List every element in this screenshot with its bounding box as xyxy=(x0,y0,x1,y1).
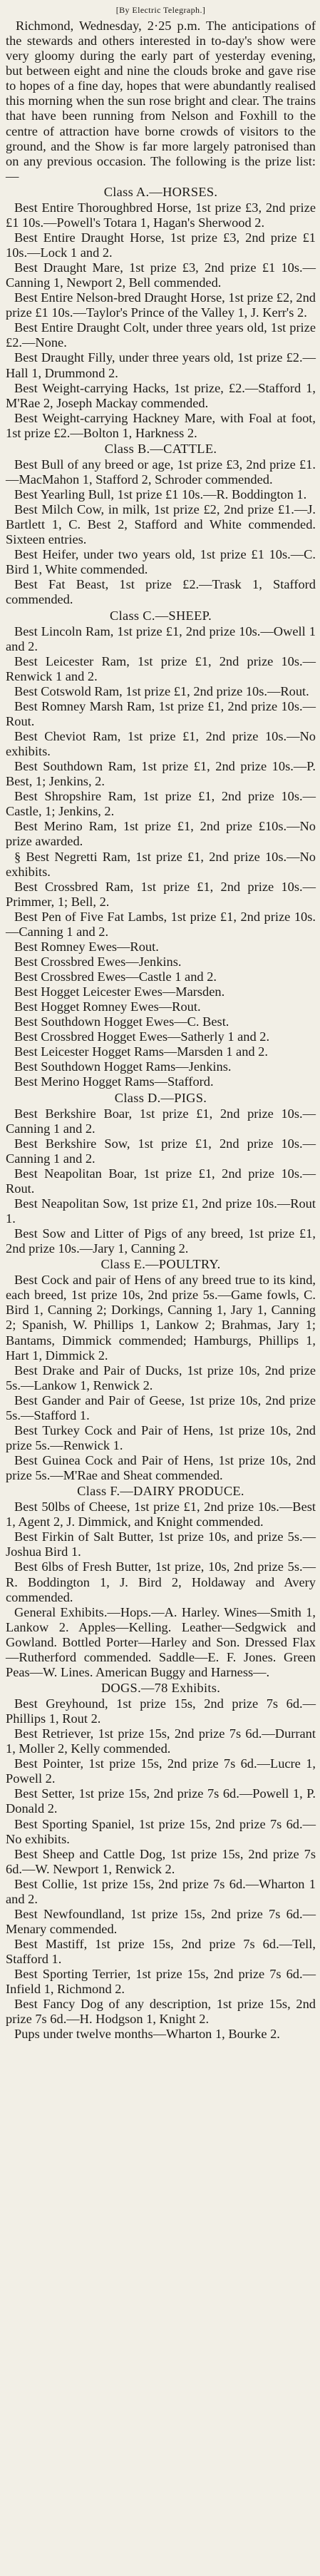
prize-entry: Best Mastiff, 1st prize 15s, 2nd prize 7s 6d.—Tell, Stafford 1. xyxy=(6,1937,316,1967)
prize-entry: Best Crossbred Ewes—Castle 1 and 2. xyxy=(14,969,217,984)
prize-entry: General Exhibits.—Hops.—A. Harley. Wines—Smith 1, Lankow 2. Apples—Kelling. Leather—Sedgwick and Gowland. Bottled Porter—Harley and Son. Dressed Flax—Rutherford commended. Saddle—E. F. Jones. Green Peas—W. Lines. American Buggy and Harness—. xyxy=(6,1604,316,1679)
section-heading: Class F.—DAIRY PRODUCE. xyxy=(77,1484,244,1499)
prize-entry: Best Romney Ewes—Rout. xyxy=(14,939,159,954)
prize-section xyxy=(6,185,316,441)
prize-entry: Best Drake and Pair of Ducks, 1st prize 10s, 2nd prize 5s.—Lankow 1, Renwick 2. xyxy=(6,1363,316,1393)
prize-entry: Best Hogget Leicester Ewes—Marsden. xyxy=(14,984,225,999)
prize-entry: Best Entire Draught Horse, 1st prize £3, 2nd prize £1 10s.—Lock 1 and 2. xyxy=(6,230,316,260)
prize-entry: Best Leicester Ram, 1st prize £1, 2nd prize 10s.—Renwick 1 and 2. xyxy=(6,653,316,683)
prize-entry: Best 50lbs of Cheese, 1st prize £1, 2nd prize 10s.—Best 1, Agent 2, J. Dimmick, and Knight commended. xyxy=(6,1500,316,1529)
prize-entry: Best Neapolitan Boar, 1st prize £1, 2nd prize 10s.—Rout. xyxy=(6,1166,316,1196)
prize-entry: Best Draught Mare, 1st prize £3, 2nd prize £1 10s.—Canning 1, Newport 2, Bell commended. xyxy=(6,260,316,290)
prize-entry: Best Retriever, 1st prize 15s, 2nd prize 7s 6d.—Durrant 1, Moller 2, Kelly commended. xyxy=(6,1726,316,1756)
prize-entry: Best Gander and Pair of Geese, 1st prize 10s, 2nd prize 5s.—Stafford 1. xyxy=(6,1393,316,1422)
prize-entry: Best Sporting Spaniel, 1st prize 15s, 2nd prize 7s 6d.—No exhibits. xyxy=(6,1816,316,1846)
prize-entry: Best Sow and Litter of Pigs of any breed, 1st prize £1, 2nd prize 10s.—Jary 1, Canning 2. xyxy=(6,1226,316,1256)
prize-entry: Best Neapolitan Sow, 1st prize £1, 2nd prize 10s.—Rout 1. xyxy=(6,1196,316,1226)
prize-entry: Best Leicester Hogget Rams—Marsden 1 and 2. xyxy=(14,1044,268,1059)
prize-entry: Best Milch Cow, in milk, 1st prize £2, 2nd prize £1.—J. Bartlett 1, C. Best 2, Stafford and White commended. Sixteen entries. xyxy=(6,502,316,547)
prize-entry: Best Hogget Romney Ewes—Rout. xyxy=(14,999,201,1014)
prize-list xyxy=(6,185,316,2042)
prize-entry: Best Southdown Hogget Ewes—C. Best. xyxy=(14,1014,229,1029)
prize-entry: Best Fat Beast, 1st prize £2.—Trask 1, Stafford commended. xyxy=(6,577,316,607)
prize-entry: Best Heifer, under two years old, 1st prize £1 10s.—C. Bird 1, White commended. xyxy=(6,547,316,577)
prize-entry: Best Romney Marsh Ram, 1st prize £1, 2nd prize 10s.—Rout. xyxy=(6,698,316,728)
prize-entry: Best Draught Filly, under three years old, 1st prize £2.—Hall 1, Drummond 2. xyxy=(6,350,316,380)
prize-entry: Best Weight-carrying Hackney Mare, with Foal at foot, 1st prize £2.—Bolton 1, Harkness 2. xyxy=(6,410,316,440)
prize-entry: Best Entire Nelson-bred Draught Horse, 1st prize £2, 2nd prize £1 10s.—Taylor's Prince of the Valley 1, J. Kerr's 2. xyxy=(6,290,316,320)
prize-entry: Best Berkshire Boar, 1st prize £1, 2nd prize 10s.—Canning 1 and 2. xyxy=(6,1106,316,1136)
prize-entry: § Best Negretti Ram, 1st prize £1, 2nd prize 10s.—No exhibits. xyxy=(6,849,316,879)
prize-entry: Best Weight-carrying Hacks, 1st prize, £2.—Stafford 1, M'Rae 2, Joseph Mackay commended. xyxy=(6,380,316,410)
section-heading: DOGS.—78 Exhibits. xyxy=(100,1680,221,1695)
prize-entry: Best Berkshire Sow, 1st prize £1, 2nd prize 10s.—Canning 1 and 2. xyxy=(6,1136,316,1166)
prize-entry: Best 6lbs of Fresh Butter, 1st prize, 10s, 2nd prize 5s.—R. Boddington 1, J. Bird 2, Holdaway and Avery commended. xyxy=(6,1559,316,1604)
prize-entry: Best Crossbred Hogget Ewes—Satherly 1 and 2. xyxy=(14,1029,270,1044)
prize-entry: Best Bull of any breed or age, 1st prize £3, 2nd prize £1.—MacMahon 1, Stafford 2, Schroder commended. xyxy=(6,457,316,487)
prize-section xyxy=(6,1257,316,1483)
section-heading: Class A.—HORSES. xyxy=(103,184,218,199)
prize-entry: Best Yearling Bull, 1st prize £1 10s.—R. Boddington 1. xyxy=(14,487,307,502)
section-heading: Class E.—POULTRY. xyxy=(100,1257,221,1272)
section-heading: Class B.—CATTLE. xyxy=(104,441,217,456)
prize-entry: Best Cotswold Ram, 1st prize £1, 2nd prize 10s.—Rout. xyxy=(14,683,309,698)
prize-entry: Best Entire Thoroughbred Horse, 1st prize £3, 2nd prize £1 10s.—Powell's Totara 1, Hagan's Sherwood 2. xyxy=(6,200,316,230)
prize-entry: Best Setter, 1st prize 15s, 2nd prize 7s 6d.—Powell 1, P. Donald 2. xyxy=(6,1786,316,1816)
prize-entry: Pups under twelve months—Wharton 1, Bourke 2. xyxy=(14,2027,280,2042)
prize-section xyxy=(6,609,316,1090)
prize-entry: Best Sporting Terrier, 1st prize 15s, 2nd prize 7s 6d.—Infield 1, Richmond 2. xyxy=(6,1967,316,1997)
prize-entry: Best Merino Ram, 1st prize £1, 2nd prize £10s.—No prize awarded. xyxy=(6,819,316,849)
prize-entry: Best Pen of Five Fat Lambs, 1st prize £1, 2nd prize 10s.—Canning 1 and 2. xyxy=(6,909,316,939)
prize-entry: Best Newfoundland, 1st prize 15s, 2nd prize 7s 6d.—Menary commended. xyxy=(6,1906,316,1936)
prize-section xyxy=(6,1681,316,2042)
prize-entry: Best Fancy Dog of any description, 1st prize 15s, 2nd prize 7s 6d.—H. Hodgson 1, Knight 2. xyxy=(6,1997,316,2027)
prize-entry: Best Crossbred Ram, 1st prize £1, 2nd prize 10s.—Primmer, 1; Bell, 2. xyxy=(6,879,316,909)
prize-section xyxy=(6,442,316,608)
prize-entry: Best Lincoln Ram, 1st prize £1, 2nd prize 10s.—Owell 1 and 2. xyxy=(6,623,316,653)
prize-entry: Best Turkey Cock and Pair of Hens, 1st prize 10s, 2nd prize 5s.—Renwick 1. xyxy=(6,1422,316,1452)
section-heading: Class C.—SHEEP. xyxy=(110,608,212,623)
dateline: [By Electric Telegraph.] xyxy=(115,5,206,15)
prize-entry: Best Cheviot Ram, 1st prize £1, 2nd prize 10s.—No exhibits. xyxy=(6,729,316,759)
prize-entry: Best Entire Draught Colt, under three years old, 1st prize £2.—None. xyxy=(6,320,316,350)
prize-entry: Best Shropshire Ram, 1st prize £1, 2nd prize 10s.—Castle, 1; Jenkins, 2. xyxy=(6,789,316,819)
prize-entry: Best Southdown Hogget Rams—Jenkins. xyxy=(14,1059,232,1074)
prize-entry: Best Firkin of Salt Butter, 1st prize 10s, and prize 5s.—Joshua Bird 1. xyxy=(6,1529,316,1559)
intro-paragraph: Richmond, Wednesday, 2·25 p.m. The anticipations of the stewards and others interested in to-day's show were very gloomy during the early part of yesterday evening, but between eight and nine the clouds broke and gave rise to hopes of a fine day, hopes that were abundantly realised this morning when the sun rose bright and clear. The trains that have been running from Nelson and Foxhill to the centre of attraction have borne crowds of visitors to the ground, and the Show is far more largely patronised than on any previous occasion. The following is the prize list:— xyxy=(6,19,316,183)
prize-entry: Best Guinea Cock and Pair of Hens, 1st prize 10s, 2nd prize 5s.—M'Rae and Sheat commended. xyxy=(6,1453,316,1483)
prize-section xyxy=(6,1484,316,1680)
prize-entry: Best Southdown Ram, 1st prize £1, 2nd prize 10s.—P. Best, 1; Jenkins, 2. xyxy=(6,759,316,789)
prize-entry: Best Greyhound, 1st prize 15s, 2nd prize 7s 6d.—Phillips 1, Rout 2. xyxy=(6,1696,316,1726)
prize-entry: Best Cock and pair of Hens of any breed true to its kind, each breed, 1st prize 10s, 2nd prize 5s.—Game fowls, C. Bird 1, Canning 2; Dorkings, Canning 1, Jary 1, Canning 2; Spanish, W. Phillips 1, Lankow 2; Brahmas, Jary 1; Bantams, Dimmick commended; Hamburgs, Phillips 1, Hart 1, Dimmick 2. xyxy=(6,1273,316,1363)
prize-entry: Best Merino Hogget Rams—Stafford. xyxy=(14,1074,214,1089)
prize-entry: Best Collie, 1st prize 15s, 2nd prize 7s 6d.—Wharton 1 and 2. xyxy=(6,1876,316,1906)
prize-entry: Best Pointer, 1st prize 15s, 2nd prize 7s 6d.—Lucre 1, Powell 2. xyxy=(6,1756,316,1786)
prize-entry: Best Sheep and Cattle Dog, 1st prize 15s, 2nd prize 7s 6d.—W. Newport 1, Renwick 2. xyxy=(6,1846,316,1876)
prize-section xyxy=(6,1091,316,1257)
section-heading: Class D.—PIGS. xyxy=(114,1090,207,1105)
prize-entry: Best Crossbred Ewes—Jenkins. xyxy=(14,954,182,969)
